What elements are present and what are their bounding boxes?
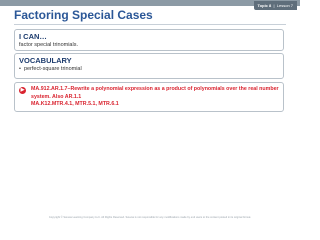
vocabulary-card xyxy=(14,53,284,79)
standard-also: Also AR.1.1 xyxy=(52,93,82,100)
bullet-icon: • xyxy=(19,66,21,72)
standard-description: Rewrite a polynomial expression as a product of polynomials over the real number system. xyxy=(31,86,279,100)
vocabulary-term: perfect-square trinomial xyxy=(23,66,82,72)
vocabulary-item xyxy=(19,66,82,72)
standard-code: MA.912.AR.1.7 xyxy=(31,86,68,92)
topic-label: Topic 8 xyxy=(257,3,272,8)
i-can-heading: I CAN… xyxy=(19,32,47,41)
standard-practices: MA.K12.MTR.4.1, MTR.5.1, MTR.6.1 xyxy=(31,101,119,107)
play-arrow-icon: ▶ xyxy=(20,87,25,93)
standard-separator: – xyxy=(67,86,71,92)
vocabulary-heading: VOCABULARY xyxy=(19,56,72,65)
page-title: Factoring Special Cases xyxy=(14,8,153,22)
lesson-label: Lesson 7 xyxy=(276,3,293,8)
i-can-card xyxy=(14,29,284,51)
standards-card xyxy=(14,82,284,112)
title-divider xyxy=(14,24,286,25)
topic-lesson-tag xyxy=(254,1,297,10)
copyright-footer: Copyright © Savvas Learning Company LLC. All Rights Reserved. Savvas is not responsible for any modifications made by end users to the content posted in its original format. xyxy=(48,216,252,219)
standards-text xyxy=(31,86,281,109)
i-can-text: factor special trinomials. xyxy=(19,42,78,48)
tag-separator: | xyxy=(272,3,276,8)
